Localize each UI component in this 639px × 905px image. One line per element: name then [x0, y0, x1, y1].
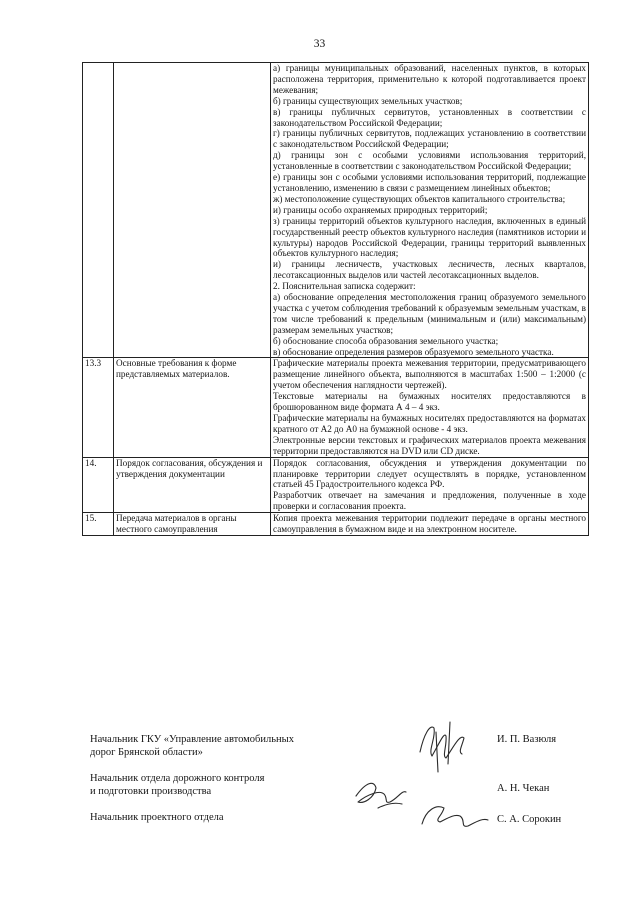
signatory-role: Начальник проектного отдела [90, 812, 224, 823]
signature-mark-director [420, 727, 464, 758]
row-number-cell [83, 63, 114, 358]
content-line: Текстовые материалы на бумажных носителях предоставляются в брошюрованном виде формата А 4 – 4 экз. [273, 391, 586, 413]
page-number: 33 [313, 38, 326, 50]
content-line: в) обоснование определения размеров образуемого земельного участка. [273, 346, 554, 357]
content-line: б) обоснование способа образования земельного участка; [273, 335, 499, 346]
signatory-name: А. Н. Чекан [497, 783, 550, 794]
signatory-role: Начальник отдела дорожного контроля и подготовки производства [90, 773, 265, 797]
signatory-role: Начальник ГКУ «Управление автомобильных дорог Брянской области» [90, 734, 294, 758]
table-row [83, 358, 589, 457]
row-number-cell: 15. [83, 513, 114, 536]
content-line: Графические материалы проекта межевания территории, предусматривающего размещение линейного объекта, выполняются в масштабах 1:500 – 1:2000 (с учетом обеспечения наглядности чертежей). [273, 358, 586, 391]
content-line: д) границы зон с особыми условиями использования территорий, установленные в соответствии с законодательством Российской Федерации; [273, 150, 586, 172]
content-line: 2. Пояснительная записка содержит: [273, 281, 416, 292]
content-line: Разработчик отвечает на замечания и предложения, полученные в ходе проверки и согласования проекта. [273, 490, 586, 512]
content-cell [271, 358, 589, 457]
row-number-cell: 14. [83, 457, 114, 513]
content-line: Электронные версии текстовых и графических материалов проекта межевания территории предоставляются на DVD или CD диске. [273, 434, 586, 456]
row-number-cell: 13.3 [83, 358, 114, 457]
content-cell [271, 513, 589, 536]
signatory-name: С. А. Сорокин [497, 814, 562, 825]
signature-mark-design-dept [422, 807, 488, 827]
content-line: Графические материалы на бумажных носителях предоставляются на форматах кратного от А2 до А0 на бумажной основе - 4 экз. [273, 413, 586, 434]
content-line: а) обоснование определения местоположения границ образуемого земельного участка с учетом соблюдения требований к образуемым земельным участкам, в том числе требований к предельным (минимальным и (или) максимальным) размерам земельных участков; [273, 292, 586, 335]
content-line: б) границы существующих земельных участков; [273, 95, 463, 106]
content-line: и) границы лесничеств, участковых лесничеств, лесных кварталов, лесотаксационных выделов или частей лесотаксационных выделов. [273, 259, 586, 281]
handwritten-signatures [350, 712, 510, 842]
content-line: в) границы публичных сервитутов, установленных в соответствии с законодательством Российской Федерации; [273, 106, 586, 128]
content-line: е) границы зон с особыми условиями использования территорий, подлежащие установлению, изменению в связи с размещением линейных объектов; [273, 172, 586, 193]
requirement-cell [114, 63, 271, 358]
content-line: г) границы публичных сервитутов, подлежащих установлению в соответствии с законодательством Российской Федерации; [273, 128, 586, 150]
content-line: ж) местоположение существующих объектов капитального строительства; [273, 193, 566, 204]
table-row [83, 457, 589, 513]
content-line: и) границы особо охраняемых природных территорий; [273, 204, 488, 215]
table-row [83, 63, 589, 358]
content-line: а) границы муниципальных образований, населенных пунктов, в которых расположена территория, применительно к которой подготавливается проект межевания; [273, 63, 586, 95]
content-cell [271, 457, 589, 513]
content-line: з) границы территорий объектов культурного наследия, включенных в единый государственный реестр объектов культурного наследия (памятников истории и культуры) народов Российской Федерации, границы территорий выявленных объектов культурного наследия; [273, 215, 586, 259]
requirements-table [82, 62, 589, 536]
requirement-cell: Передача материалов в органы местного самоуправления [114, 513, 271, 536]
content-cell [271, 63, 589, 358]
content-line: Порядок согласования, обсуждения и утверждения документации по планировке территории следует осуществлять в порядке, установленном статьей 45 Градостроительного кодекса РФ. [273, 457, 586, 490]
content-line: Копия проекта межевания территории подлежит передаче в органы местного самоуправления в бумажном виде и на электронном носителе. [273, 513, 586, 535]
requirement-cell: Порядок согласования, обсуждения и утверждения документации [114, 457, 271, 513]
requirement-cell: Основные требования к форме представляемых материалов. [114, 358, 271, 457]
table-row [83, 513, 589, 536]
signatory-name: И. П. Вазюля [497, 734, 557, 745]
signature-mark-road-control [356, 783, 406, 802]
